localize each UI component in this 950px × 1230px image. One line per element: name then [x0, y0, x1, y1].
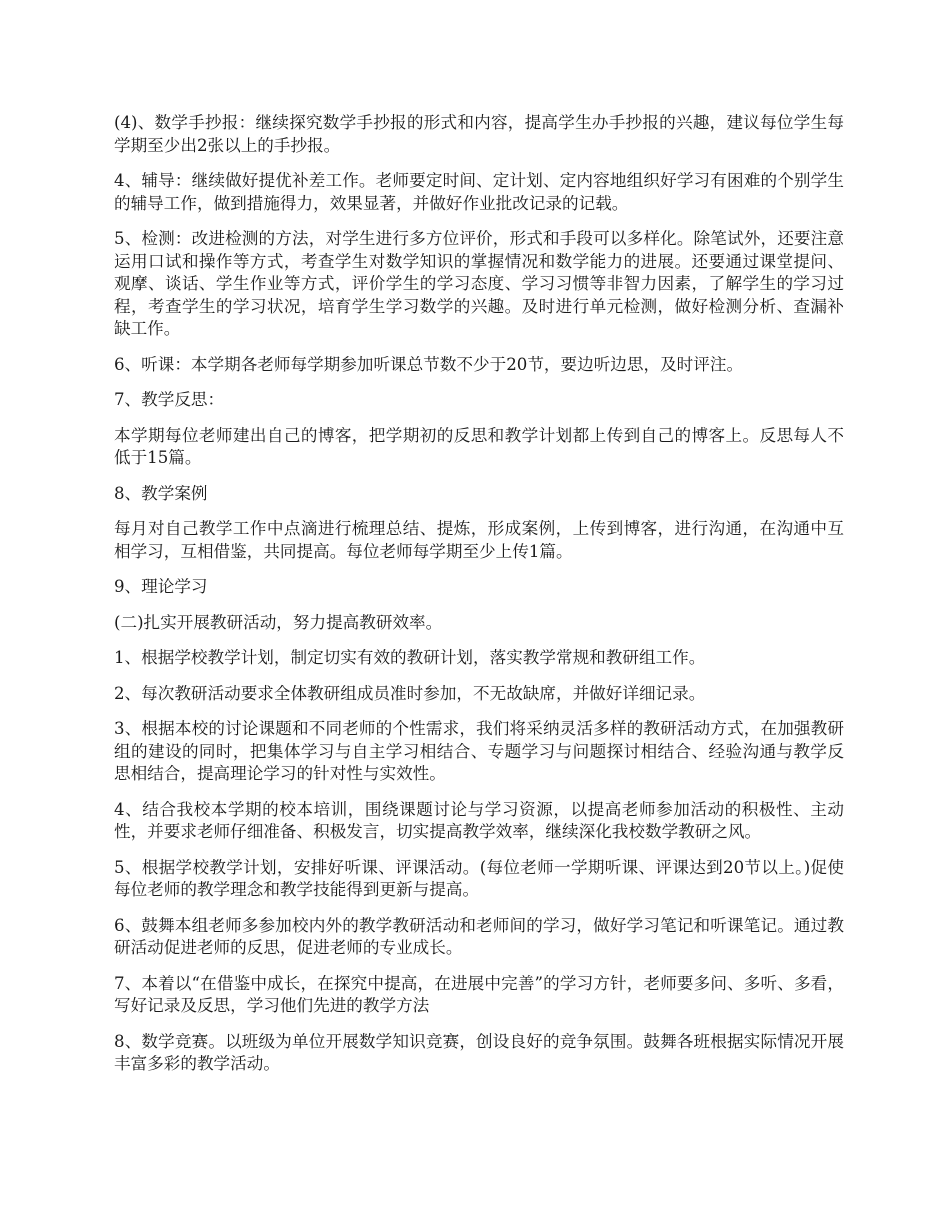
paragraph-school-training: 4、结合我校本学期的校本培训，围绕课题讨论与学习资源，以提高老师参加活动的积极性、主动性，并要求老师仔细准备、积极发言，切实提高教学效率，继续深化我校数学教研之风。 [114, 799, 844, 841]
paragraph-encourage-participation: 6、鼓舞本组老师多参加校内外的教学教研活动和老师间的学习，做好学习笔记和听课笔记。通过教研活动促进老师的反思，促进老师的专业成长。 [114, 915, 844, 957]
paragraph-attendance: 2、每次教研活动要求全体教研组成员准时参加，不无故缺席，并做好详细记录。 [114, 683, 706, 703]
paragraph-reflection-blog: 本学期每位老师建出自己的博客，把学期初的反思和教学计划都上传到自己的博客上。反思每人不低于15篇。 [114, 425, 844, 467]
paragraph-tutoring: 4、辅导：继续做好提优补差工作。老师要定时间、定计划、定内容地组织好学习有困难的个别学生的辅导工作，做到措施得力，效果显著，并做好作业批改记录的记载。 [114, 171, 844, 213]
paragraph-research-plan: 1、根据学校教学计划，制定切实有效的教研计划，落实教学常规和教研组工作。 [114, 648, 706, 667]
paragraph-lesson-evaluation: 5、根据学校教学计划，安排好听课、评课活动。(每位老师一学期听课、评课达到20节以上。)促使每位老师的教学理念和教学技能得到更新与提高。 [114, 857, 844, 899]
paragraph-learning-principle: 7、本着以“在借鉴中成长，在探究中提高，在进展中完善”的学习方针，老师要多问、多听、多看，写好记录及反思，学习他们先进的教学方法 [114, 973, 844, 1015]
document-page [114, 112, 844, 1089]
heading-theory-study: 9、理论学习 [114, 577, 208, 596]
heading-teaching-cases: 8、教学案例 [114, 483, 208, 503]
heading-teaching-reflection: 7、教学反思： [114, 390, 225, 409]
paragraph-lesson-observation: 6、听课：本学期各老师每学期参加听课总节数不少于20节，要边听边思，及时评注。 [114, 354, 744, 374]
paragraph-math-competition: 8、数学竞赛。以班级为单位开展数学知识竞赛，创设良好的竞争氛围。鼓舞各班根据实际情况开展丰富多彩的教学活动。 [114, 1031, 844, 1073]
paragraph-math-handwritten-newspaper: (4)、数学手抄报：继续探究数学手抄报的形式和内容，提高学生办手抄报的兴趣，建议每位学生每学期至少出2张以上的手抄报。 [114, 113, 844, 155]
paragraph-teaching-cases: 每月对自己教学工作中点滴进行梳理总结、提炼，形成案例，上传到博客，进行沟通，在沟通中互相学习，互相借鉴，共同提高。每位老师每学期至少上传1篇。 [114, 519, 844, 561]
paragraph-flexible-activities: 3、根据本校的讨论课题和不同老师的个性需求，我们将采纳灵活多样的教研活动方式，在加强教研组的建设的同时，把集体学习与自主学习相结合、专题学习与问题探讨相结合、经验沟通与教学反思相结合，提高理论学习的针对性与实效性。 [114, 719, 844, 783]
paragraph-assessment: 5、检测：改进检测的方法，对学生进行多方位评价，形式和手段可以多样化。除笔试外，还要注意运用口试和操作等方式，考查学生对数学知识的掌握情况和数学能力的进展。还要通过课堂提问、观摩、谈话、学生作业等方式，评价学生的学习态度、学习习惯等非智力因素，了解学生的学习过程，考查学生的学习状况，培育学生学习数学的兴趣。及时进行单元检测，做好检测分析、查漏补缺工作。 [114, 229, 844, 338]
section-heading-research-activities: (二)扎实开展教研活动，努力提高教研效率。 [114, 612, 443, 632]
